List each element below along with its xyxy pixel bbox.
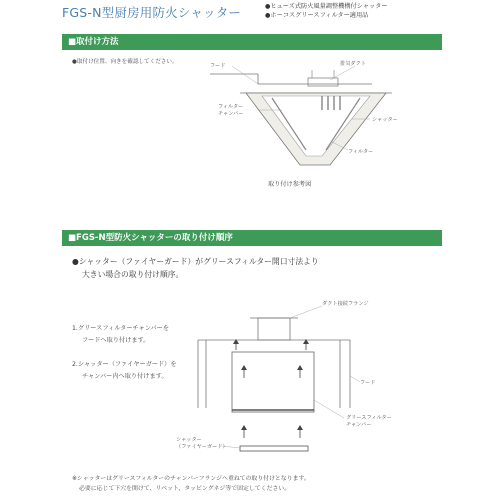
figure-caption: 取り付け参考図: [268, 181, 312, 188]
step-1: 1.グリースフィルターチャンバーを: [72, 325, 170, 332]
label-duct: 排気ダクト: [340, 61, 366, 67]
product-note: ●ヒューズ式防火風量調整機構付シャッター: [265, 3, 388, 10]
step-2: 2.シャッター（ファイヤーガード）を: [72, 361, 177, 368]
step-1-cont: フードへ取り付けます。: [82, 337, 150, 344]
footer-line: 必要に応じて下穴を開けて、リベット、タッピングネジ等で固定してください。: [79, 486, 291, 492]
label-duct-flange: ダクト接続フランジ: [322, 301, 369, 307]
product-note: ●ホーコスグリースフィルター適用品: [265, 11, 369, 19]
section-heading-install-method: ■取付け方法: [62, 34, 442, 50]
label-filter-chamber: フィルター チャンバー: [218, 104, 244, 117]
install-order-intro: [72, 255, 319, 281]
label-hood: フード: [210, 63, 226, 69]
label-hood-2: フード: [360, 380, 376, 386]
install-note: ●取付け位置、向きを確認してください。: [72, 59, 178, 65]
section-heading-install-order: ■FGS-N型防火シャッターの取り付け順序: [62, 230, 442, 246]
intro-line: 大きい場合の取り付け順序。: [82, 270, 184, 279]
intro-line: ●シャッター（ファイヤーガード）がグリースフィルター開口寸法より: [72, 257, 319, 266]
footer-note: [72, 474, 310, 494]
label-chamber-2: グリースフィルター チャンバー: [346, 415, 392, 428]
footer-line: ※シャッターはグリースフィルターのチャンバーフランジへ重ねての取り付けとなります。: [72, 476, 310, 482]
install-steps: [72, 323, 177, 383]
page-title: FGS-N型厨房用防火シャッター: [62, 5, 242, 20]
label-filter: フィルター: [348, 149, 374, 155]
step-2-cont: チャンバー内へ取り付けます。: [82, 373, 168, 380]
label-shutter: シャッター: [372, 117, 398, 123]
label-shutter-2: シャッター （ファイヤーガード）: [176, 437, 228, 450]
